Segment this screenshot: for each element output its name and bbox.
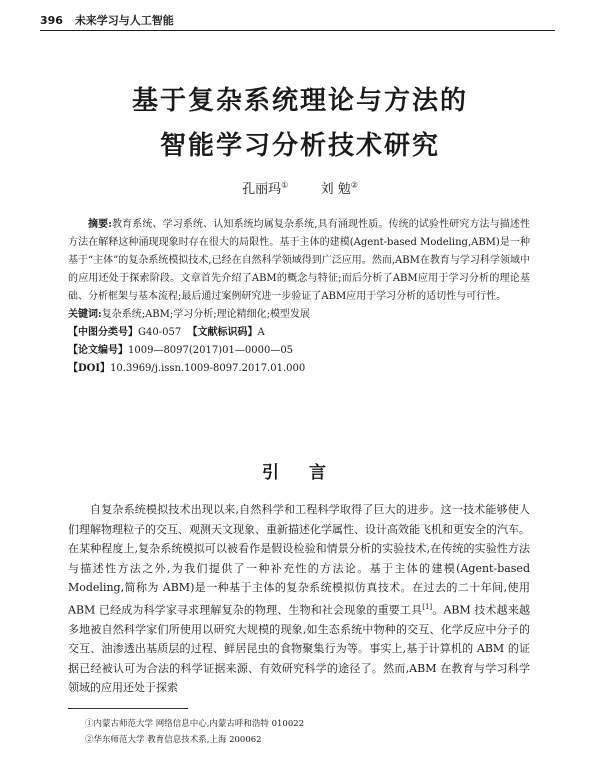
footnotes [85, 716, 535, 748]
title-line-2: 智能学习分析技术研究 [159, 131, 440, 161]
document-code-value: A [257, 327, 265, 338]
doi [68, 360, 530, 378]
abstract-text: 教育系统、学习系统、认知系统均属复杂系统,具有涌现性质。传统的试验性研究方法与描述性方法在解释这种涌现现象时存在很大的局限性。基于主体的建模(Agent-based Modeling,ABM)是一种基于“主体”的复杂系统模拟技术,已经在自然科学领域得到广泛应用。然而,ABM在教育与学习科学领域中的应用还处于探索阶段。文章首先介绍了ABM的概念与特征;而后分析了ABM应用于学习分析的理论基础、分析框架与基本流程;最后通过案例研究进一步验证了ABM应用于学习分析的适切性与可行性。 [68, 219, 530, 302]
author-affiliation-mark: ② [350, 180, 358, 190]
body-text [68, 500, 530, 698]
article-id-label: 【论文编号】 [68, 345, 128, 356]
journal-name: 未来学习与人工智能 [74, 14, 174, 27]
footnote: ②华东师范大学 教育信息技术系,上海 200062 [85, 735, 262, 745]
classification [68, 324, 530, 342]
classification-value: G40-057 [138, 327, 182, 338]
keywords-text: 复杂系统;ABM;学习分析;理论精细化;模型发展 [101, 309, 310, 320]
author-name: 刘 勉 [320, 182, 351, 197]
document-code-label: 【文献标识码】 [187, 327, 258, 338]
doi-value: 10.3969/j.issn.1009-8097.2017.01.000 [110, 363, 306, 374]
keywords-label: 关键词: [68, 309, 102, 320]
classification-label: 【中图分类号】 [68, 327, 138, 338]
page-number: 396 [40, 14, 63, 27]
footnote: ①内蒙古师范大学 网络信息中心,内蒙古呼和浩特 010022 [85, 719, 305, 729]
footnote-rule [68, 708, 188, 709]
title-line-1: 基于复杂系统理论与方法的 [131, 86, 468, 116]
article-id-value: 1009—8097(2017)01—0000—05 [128, 345, 294, 356]
body-paragraph: 自复杂系统模拟技术出现以来,自然科学和工程科学取得了巨大的进步。这一技术能够使人们理解物理粒子的交互、观测天文现象、重新描述化学属性、设计高效能飞机和更安全的汽车。在某种程度上,复杂系统模拟可以被看作是假设检验和情景分析的实验技术,在传统的实验性方法与描述性方法之外,为我们提供了一种补充性的方法论。基于主体的建模(Agent-based Modeling,简称为 ABM)是一种基于主体的复杂系统模拟仿真技术。在过去的二十年间,使用 ABM 已经成为科学家寻求理解复杂的物理、生物和社会现象的重要工具[1]。ABM 技术越来越多地被自然科学家们所使用以研究大规模的现象,如生态系统中物种的交互、化学反应中分子的交互、油渗透出基质层的过程、鲜居昆虫的食物聚集行为等。事实上,基于计算机的 ABM 的证据已经被认可为合法的科学证据来源、有效研究科学的途径了。然而,ABM 在教育与学习科学领域的应用还处于探索 [68, 503, 530, 695]
abstract [68, 216, 530, 306]
citation-marker: [1] [422, 602, 433, 611]
article-id [68, 342, 530, 360]
section-heading: 引 言 [262, 463, 338, 483]
abstract-label: 摘要: [88, 219, 112, 230]
running-header [40, 12, 555, 31]
abstract-block [68, 216, 530, 378]
author-line [0, 178, 600, 197]
keywords [68, 306, 530, 324]
author-affiliation-mark: ① [281, 180, 289, 190]
author-name: 孔丽玛 [242, 182, 282, 197]
doi-label: 【DOI】 [68, 363, 111, 374]
